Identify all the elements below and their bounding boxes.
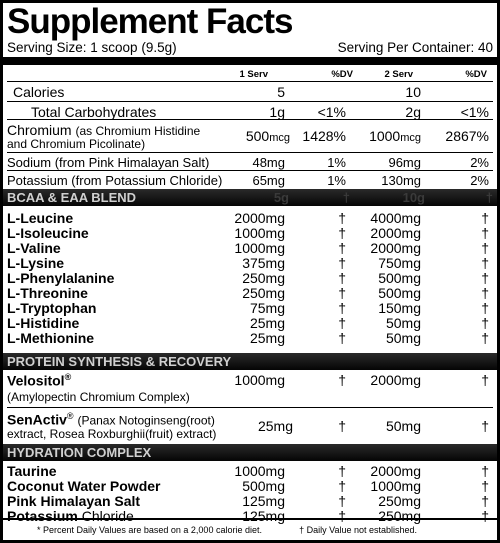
amino-acid-dv-1: † — [338, 330, 346, 346]
col-header-2-serv: 2 Serv — [384, 69, 413, 80]
velositol-2-serv: 2000mg — [370, 372, 421, 388]
col-header-dv-1: %DV — [331, 69, 353, 80]
hydration-ingredient-1-serv: 125mg — [242, 493, 285, 509]
amino-acid-1-serv: 75mg — [249, 300, 285, 316]
amino-acid-name: L-Valine — [7, 240, 61, 256]
velositol-sub: (Amylopectin Chromium Complex) — [7, 390, 190, 404]
serving-info — [7, 40, 493, 56]
amino-acid-name: L-Methionine — [7, 330, 95, 346]
bcaa-dv-2: † — [485, 190, 493, 205]
servings-per-container: Serving Per Container: 40 — [337, 40, 493, 55]
amino-acid-dv-2: † — [481, 285, 489, 301]
chromium-row — [7, 120, 493, 153]
protein-band-label: PROTEIN SYNTHESIS & RECOVERY — [7, 354, 232, 369]
hydration-ingredient-dv-2: † — [481, 478, 489, 494]
amino-acid-dv-2: † — [481, 315, 489, 331]
senactiv-dv-2: † — [481, 418, 489, 434]
potassium-label: Potassium (from Potassium Chloride) — [7, 173, 223, 188]
hydration-ingredient-dv-2: † — [481, 508, 489, 524]
amino-acid-row — [7, 241, 493, 256]
amino-acid-row — [7, 331, 493, 346]
amino-acid-2-serv: 2000mg — [370, 225, 421, 241]
panel-title: Supplement Facts — [7, 2, 293, 41]
amino-acid-row — [7, 226, 493, 241]
hydration-band — [3, 444, 497, 461]
sodium-dv-1: 1% — [327, 155, 346, 170]
calories-1-serv: 5 — [277, 84, 285, 100]
carbs-dv-1: <1% — [317, 104, 346, 120]
senactiv-sub: extract, Rosea Roxburghii(fruit) extract) — [7, 427, 217, 441]
amino-acid-2-serv: 500mg — [378, 285, 421, 301]
amino-acid-dv-2: † — [481, 225, 489, 241]
hydration-ingredient-row — [7, 464, 493, 479]
hydration-ingredient-2-serv: 250mg — [378, 493, 421, 509]
amino-acid-name: L-Tryptophan — [7, 300, 97, 316]
amino-acid-dv-2: † — [481, 255, 489, 271]
hydration-ingredient-name: Coconut Water Powder — [7, 478, 161, 494]
amino-acid-2-serv: 50mg — [385, 315, 421, 331]
amino-acid-row — [7, 256, 493, 271]
amino-acid-2-serv: 50mg — [385, 330, 421, 346]
hydration-ingredient-1-serv: 1000mg — [234, 463, 285, 479]
amino-acid-row — [7, 316, 493, 331]
amino-acid-dv-1: † — [338, 240, 346, 256]
hydration-ingredient-2-serv: 1000mg — [370, 478, 421, 494]
chromium-dv-2: 2867% — [445, 128, 489, 144]
velositol-row — [7, 370, 493, 408]
hydration-ingredient-dv-2: † — [481, 463, 489, 479]
protein-band — [3, 353, 497, 370]
hydration-ingredient-2-serv: 250mg — [378, 508, 421, 524]
hydration-band-label: HYDRATION COMPLEX — [7, 445, 152, 460]
hydration-ingredient-1-serv: 125mg — [242, 508, 285, 524]
amino-acid-name: L-Threonine — [7, 285, 88, 301]
potassium-dv-2: 2% — [470, 173, 489, 188]
calories-label: Calories — [13, 84, 65, 100]
amino-acid-1-serv: 25mg — [249, 315, 285, 331]
chromium-note-line2: and Chromium Picolinate) — [7, 137, 146, 151]
hydration-ingredient-1-serv: 500mg — [242, 478, 285, 494]
amino-acid-dv-1: † — [338, 270, 346, 286]
amino-acid-row — [7, 211, 493, 226]
chromium-2-serv: 1000mcg — [369, 128, 421, 144]
amino-acid-2-serv: 750mg — [378, 255, 421, 271]
sodium-dv-2: 2% — [470, 155, 489, 170]
hydration-ingredient-row — [7, 479, 493, 494]
chromium-1-serv: 500mcg — [245, 128, 290, 144]
velositol-dv-2: † — [481, 372, 489, 388]
calories-row — [7, 82, 493, 102]
col-header-1-serv: 1 Serv — [239, 69, 268, 80]
bcaa-dv-1: † — [342, 190, 350, 205]
amino-acid-dv-1: † — [338, 210, 346, 226]
amino-acid-2-serv: 500mg — [378, 270, 421, 286]
hydration-ingredient-dv-1: † — [338, 463, 346, 479]
potassium-2-serv: 130mg — [381, 173, 421, 188]
serving-size: Serving Size: 1 scoop (9.5g) — [7, 40, 177, 55]
potassium-1-serv: 65mg — [252, 173, 285, 188]
amino-acid-dv-1: † — [338, 255, 346, 271]
hydration-ingredient-dv-1: † — [338, 478, 346, 494]
amino-acid-2-serv: 4000mg — [370, 210, 421, 226]
senactiv-1-serv: 25mg — [257, 418, 293, 434]
amino-acid-dv-2: † — [481, 300, 489, 316]
bcaa-blend-label: BCAA & EAA BLEND — [7, 190, 137, 205]
amino-acid-dv-2: † — [481, 210, 489, 226]
amino-acid-name: L-Lysine — [7, 255, 65, 271]
velositol-dv-1: † — [338, 372, 346, 388]
bcaa-blend-band — [3, 189, 497, 206]
hydration-ingredient-name: Pink Himalayan Salt — [7, 493, 141, 509]
amino-acid-dv-1: † — [338, 225, 346, 241]
amino-acid-dv-1: † — [338, 315, 346, 331]
senactiv-2-serv: 50mg — [385, 418, 421, 434]
amino-acid-1-serv: 1000mg — [234, 240, 285, 256]
senactiv-row — [7, 408, 493, 444]
carbs-dv-2: <1% — [460, 104, 489, 120]
carbs-2-serv: 2g — [405, 104, 421, 120]
amino-acid-row — [7, 286, 493, 301]
hydration-ingredient-dv-1: † — [338, 493, 346, 509]
sodium-label: Sodium (from Pink Himalayan Salt) — [7, 155, 210, 170]
footnote-row — [3, 518, 497, 540]
sodium-row — [7, 153, 493, 171]
bcaa-ingredient-list — [7, 206, 493, 353]
bcaa-1-serv: 5g — [273, 190, 289, 205]
column-header-row — [7, 65, 493, 82]
sodium-1-serv: 48mg — [252, 155, 285, 170]
amino-acid-dv-2: † — [481, 270, 489, 286]
footnote-dv-basis: * Percent Daily Values are based on a 2,000 calorie diet. — [37, 525, 262, 535]
amino-acid-dv-1: † — [338, 285, 346, 301]
amino-acid-dv-2: † — [481, 240, 489, 256]
amino-acid-2-serv: 2000mg — [370, 240, 421, 256]
amino-acid-dv-1: † — [338, 300, 346, 316]
calories-2-serv: 10 — [405, 84, 421, 100]
thick-rule — [3, 57, 497, 65]
velositol-name: Velositol® — [7, 372, 72, 389]
amino-acid-row — [7, 301, 493, 316]
chromium-note: (as Chromium Histidine — [75, 124, 201, 138]
potassium-row — [7, 171, 493, 189]
carbs-label: Total Carbohydrates — [31, 104, 157, 120]
amino-acid-1-serv: 250mg — [242, 285, 285, 301]
amino-acid-dv-2: † — [481, 330, 489, 346]
bcaa-2-serv: 10g — [402, 190, 425, 205]
hydration-ingredient-list — [7, 461, 493, 524]
chromium-dv-1: 1428% — [302, 128, 346, 144]
chromium-label: Chromium (as Chromium Histidine — [7, 122, 201, 138]
amino-acid-1-serv: 250mg — [242, 270, 285, 286]
amino-acid-name: L-Phenylalanine — [7, 270, 115, 286]
amino-acid-1-serv: 1000mg — [234, 225, 285, 241]
carbs-row — [7, 102, 493, 120]
hydration-ingredient-name: Taurine — [7, 463, 57, 479]
amino-acid-name: L-Leucine — [7, 210, 74, 226]
amino-acid-1-serv: 25mg — [249, 330, 285, 346]
supplement-facts-panel — [3, 3, 497, 540]
velositol-1-serv: 1000mg — [234, 372, 285, 388]
senactiv-dv-1: † — [338, 418, 346, 434]
amino-acid-2-serv: 150mg — [378, 300, 421, 316]
senactiv-name: SenActiv® (Panax Notoginseng(root) — [7, 411, 215, 428]
amino-acid-1-serv: 375mg — [242, 255, 285, 271]
hydration-ingredient-2-serv: 2000mg — [370, 463, 421, 479]
hydration-ingredient-row — [7, 494, 493, 509]
hydration-ingredient-dv-1: † — [338, 508, 346, 524]
hydration-ingredient-name: Potassium Chloride — [7, 508, 134, 524]
col-header-dv-2: %DV — [465, 69, 487, 80]
amino-acid-1-serv: 2000mg — [234, 210, 285, 226]
sodium-2-serv: 96mg — [388, 155, 421, 170]
footnote-dv-not-established: † Daily Value not established. — [299, 525, 417, 535]
carbs-1-serv: 1g — [269, 104, 285, 120]
amino-acid-name: L-Histidine — [7, 315, 80, 331]
potassium-dv-1: 1% — [327, 173, 346, 188]
amino-acid-name: L-Isoleucine — [7, 225, 89, 241]
amino-acid-row — [7, 271, 493, 286]
hydration-ingredient-dv-2: † — [481, 493, 489, 509]
